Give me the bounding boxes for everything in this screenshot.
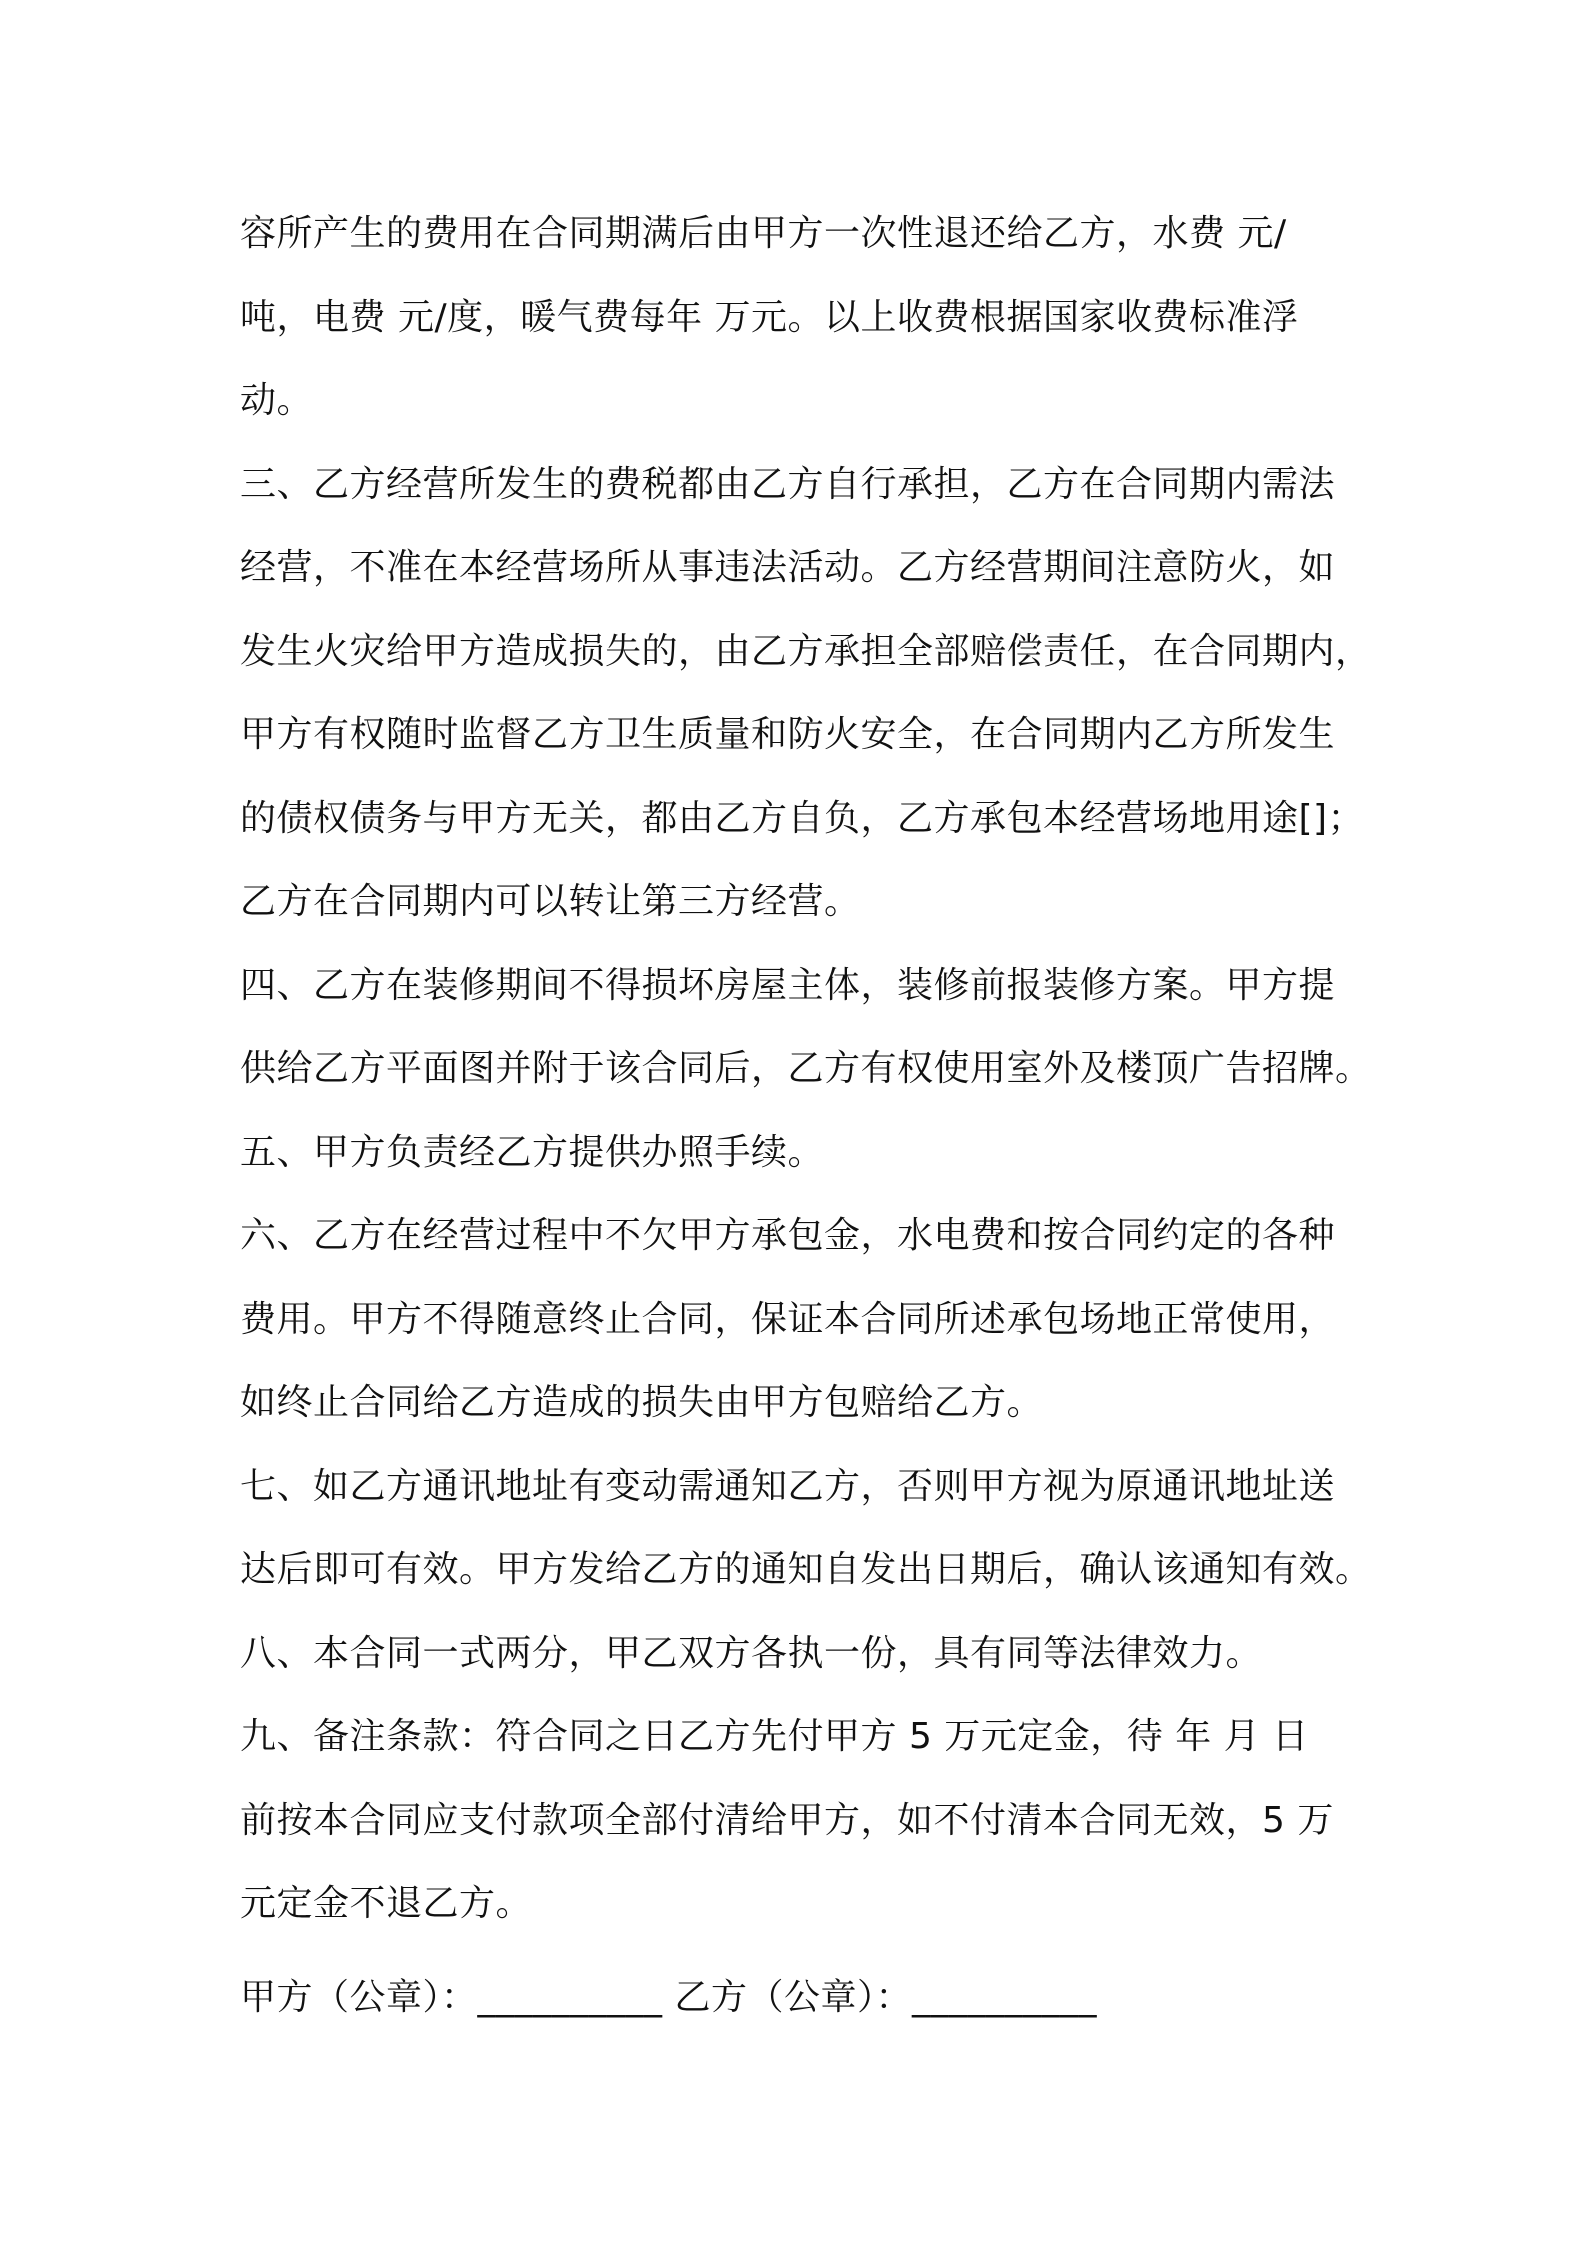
clause-9-line: 九、备注条款：符合同之日乙方先付甲方 5 万元定金，待 年 月 日 bbox=[240, 1716, 1309, 1757]
signature-line: 甲方（公章）：__________ 乙方（公章）：__________ bbox=[240, 1976, 1097, 2018]
clause-5-line: 五、甲方负责经乙方提供办照手续。 bbox=[240, 1131, 825, 1173]
text-line: 达后即可有效。甲方发给乙方的通知自发出日期后，确认该通知有效。 bbox=[240, 1549, 1372, 1590]
clause-8-line: 八、本合同一式两分，甲乙双方各执一份，具有同等法律效力。 bbox=[240, 1632, 1263, 1674]
text-line: 乙方在合同期内可以转让第三方经营。 bbox=[240, 881, 861, 922]
text-line: 供给乙方平面图并附于该合同后，乙方有权使用室外及楼顶广告招牌。 bbox=[240, 1048, 1372, 1089]
text-line: 动。 bbox=[240, 380, 314, 421]
clause-4-line: 四、乙方在装修期间不得损坏房屋主体，装修前报装修方案。甲方提 bbox=[240, 964, 1336, 1006]
text-line: 甲方有权随时监督乙方卫生质量和防火安全，在合同期内乙方所发生 bbox=[240, 714, 1336, 755]
text-line: 经营，不准在本经营场所从事违法活动。乙方经营期间注意防火，如 bbox=[240, 547, 1336, 588]
text-line: 吨，电费 元/度，暖气费每年 万元。以上收费根据国家收费标准浮 bbox=[240, 296, 1299, 338]
text-line: 容所产生的费用在合同期满后由甲方一次性退还给乙方，水费 元/ bbox=[240, 213, 1287, 254]
text-line: 元定金不退乙方。 bbox=[240, 1883, 533, 1924]
clause-3-line: 三、乙方经营所发生的费税都由乙方自行承担，乙方在合同期内需法 bbox=[240, 463, 1336, 505]
clause-6-line: 六、乙方在经营过程中不欠甲方承包金，水电费和按合同约定的各种 bbox=[240, 1215, 1336, 1256]
contract-body bbox=[240, 192, 1370, 2039]
text-line: 前按本合同应支付款项全部付清给甲方，如不付清本合同无效，5 万 bbox=[240, 1799, 1334, 1841]
text-line: 如终止合同给乙方造成的损失由甲方包赔给乙方。 bbox=[240, 1382, 1044, 1423]
text-line: 费用。甲方不得随意终止合同，保证本合同所述承包场地正常使用， bbox=[240, 1298, 1336, 1340]
text-line: 发生火灾给甲方造成损失的，由乙方承担全部赔偿责任，在合同期内， bbox=[240, 630, 1372, 672]
clause-7-line: 七、如乙方通讯地址有变动需通知乙方，否则甲方视为原通讯地址送 bbox=[240, 1465, 1336, 1507]
text-line: 的债权债务与甲方无关，都由乙方自负，乙方承包本经营场地用途[]； bbox=[240, 797, 1365, 839]
